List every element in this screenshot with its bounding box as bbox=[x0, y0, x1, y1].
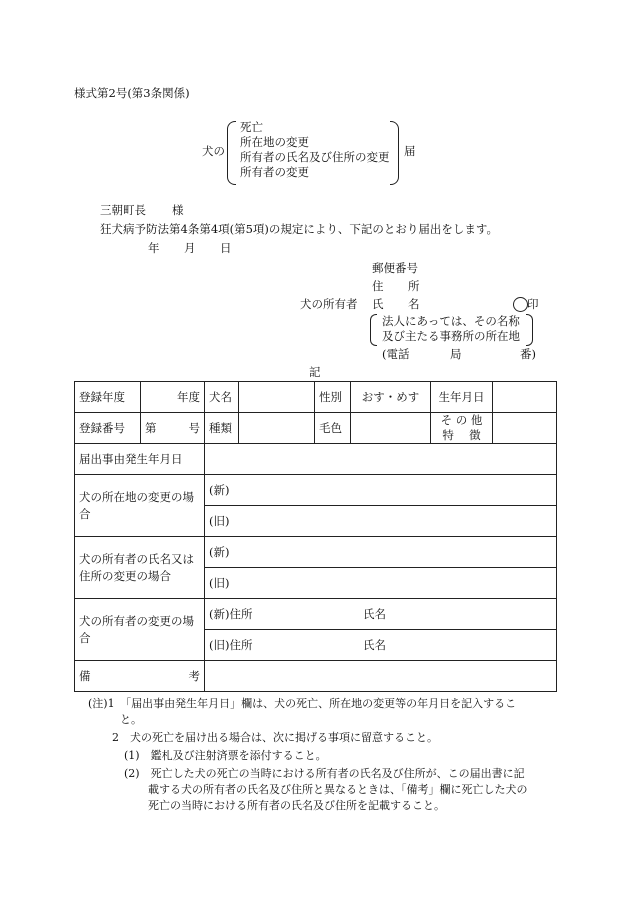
name-label-1: 氏 bbox=[372, 297, 384, 311]
other-features-label bbox=[431, 413, 493, 444]
addressee-mayor: 三朝町長 bbox=[100, 203, 146, 217]
new-name-label: 氏名 bbox=[363, 607, 386, 621]
table-row bbox=[75, 444, 557, 475]
remarks-label-1: 備 bbox=[79, 669, 91, 683]
note-2: 2 犬の死亡を届け出る場合は、次に掲げる事項に留意すること。 bbox=[112, 730, 438, 744]
table-row bbox=[75, 599, 557, 630]
dog-name-label: 犬名 bbox=[205, 382, 239, 413]
table-row bbox=[75, 475, 557, 506]
seal-circle-icon bbox=[513, 297, 528, 312]
owner-change-label: 犬の所有者の変更の場合 bbox=[75, 599, 205, 661]
birth-date-label: 生年月日 bbox=[431, 382, 493, 413]
address-label-1: 住 bbox=[372, 279, 384, 293]
note-2-2-line3: 死亡の当時における所有者の氏名及び住所を記載すること。 bbox=[148, 798, 445, 812]
table-row bbox=[75, 661, 557, 692]
location-old-field[interactable] bbox=[205, 506, 557, 537]
event-date-field[interactable] bbox=[205, 444, 557, 475]
old-label: (旧) bbox=[209, 514, 230, 528]
other-features-field[interactable] bbox=[493, 413, 557, 444]
note-2-2-line1: (2) 死亡した犬の死亡の当時における所有者の氏名及び住所が、この届出書に記 bbox=[124, 766, 525, 780]
location-new-field[interactable] bbox=[205, 475, 557, 506]
statement-text: 狂犬病予防法第4条第4項(第5項)の規定により、下記のとおり届出をします。 bbox=[100, 222, 498, 236]
ki-label: 記 bbox=[309, 365, 321, 379]
name-label-2: 名 bbox=[408, 297, 420, 311]
reg-number-field[interactable] bbox=[141, 413, 205, 444]
reg-number-label: 登録番号 bbox=[75, 413, 141, 444]
phone-label: (電話 bbox=[382, 347, 410, 361]
phone-number-label: 番) bbox=[520, 347, 536, 361]
note-1-cont: と。 bbox=[120, 712, 142, 726]
seal-label: 印 bbox=[527, 297, 539, 311]
other-features-line1: そ の 他 bbox=[440, 413, 483, 428]
new-label: (新) bbox=[209, 483, 230, 497]
title-option-owner-name-address-change: 所有者の氏名及び住所の変更 bbox=[240, 150, 390, 164]
note-2-1: (1) 鑑札及び注射済票を添付すること。 bbox=[124, 748, 327, 762]
corp-note-left-brace bbox=[370, 314, 377, 346]
form-number: 様式第2号(第3条関係) bbox=[74, 86, 190, 100]
note-2-2-line2: 載する犬の所有者の氏名及び住所と異なるときは、「備考」欄に死亡した犬の bbox=[148, 782, 528, 796]
new-address-label: (新)住所 bbox=[209, 607, 253, 621]
registration-table bbox=[74, 381, 557, 692]
owner-label: 犬の所有者 bbox=[300, 297, 358, 311]
reg-year-label: 登録年度 bbox=[75, 382, 141, 413]
dog-name-field[interactable] bbox=[239, 382, 315, 413]
other-features-line2: 特 徴 bbox=[442, 428, 481, 442]
postal-code-label: 郵便番号 bbox=[372, 261, 418, 275]
breed-field[interactable] bbox=[239, 413, 315, 444]
addressee-honorific: 様 bbox=[172, 203, 184, 217]
title-option-location-change: 所在地の変更 bbox=[240, 135, 309, 149]
table-row bbox=[75, 382, 557, 413]
title-option-death: 死亡 bbox=[240, 120, 263, 134]
owner-name-address-old-field[interactable] bbox=[205, 568, 557, 599]
birth-date-field[interactable] bbox=[493, 382, 557, 413]
remarks-label-2: 考 bbox=[188, 669, 200, 683]
corp-note-line2: 及び主たる事務所の所在地 bbox=[382, 329, 520, 343]
new-label: (新) bbox=[209, 545, 230, 559]
go-label: 号 bbox=[188, 421, 200, 435]
table-row bbox=[75, 413, 557, 444]
dai-label: 第 bbox=[145, 421, 157, 435]
title-option-owner-change: 所有者の変更 bbox=[240, 165, 309, 179]
event-date-label: 届出事由発生年月日 bbox=[75, 444, 205, 475]
owner-change-new-field[interactable] bbox=[205, 599, 557, 630]
note-1: (注)1 「届出事由発生年月日」欄は、犬の死亡、所在地の変更等の年月日を記入するこ bbox=[88, 697, 517, 710]
reg-year-field[interactable] bbox=[141, 382, 205, 413]
date-day-label: 日 bbox=[220, 241, 232, 255]
date-month-label: 月 bbox=[184, 241, 196, 255]
owner-change-old-field[interactable] bbox=[205, 630, 557, 661]
old-address-label: (旧)住所 bbox=[209, 638, 253, 652]
breed-label: 種類 bbox=[205, 413, 239, 444]
title-left-brace bbox=[227, 121, 236, 185]
nendo-label: 年度 bbox=[177, 390, 200, 404]
phone-exchange-label: 局 bbox=[450, 347, 462, 361]
address-label-2: 所 bbox=[408, 279, 420, 293]
owner-name-address-change-label: 犬の所有者の氏名又は住所の変更の場合 bbox=[75, 537, 205, 599]
owner-name-address-new-field[interactable] bbox=[205, 537, 557, 568]
remarks-field[interactable] bbox=[205, 661, 557, 692]
coat-color-field[interactable] bbox=[351, 413, 431, 444]
old-label: (旧) bbox=[209, 576, 230, 590]
title-prefix: 犬の bbox=[202, 144, 225, 158]
sex-field[interactable]: おす・めす bbox=[351, 382, 431, 413]
remarks-label bbox=[75, 661, 205, 692]
corp-note-line1: 法人にあっては、その名称 bbox=[382, 314, 520, 328]
date-year-label: 年 bbox=[148, 241, 160, 255]
notes-section bbox=[88, 696, 528, 814]
old-name-label: 氏名 bbox=[363, 638, 386, 652]
coat-color-label: 毛色 bbox=[315, 413, 351, 444]
title-suffix: 届 bbox=[404, 144, 416, 158]
location-change-label: 犬の所在地の変更の場合 bbox=[75, 475, 205, 537]
corp-note-right-brace bbox=[526, 314, 533, 346]
sex-label: 性別 bbox=[315, 382, 351, 413]
table-row bbox=[75, 537, 557, 568]
title-right-brace bbox=[390, 121, 399, 185]
